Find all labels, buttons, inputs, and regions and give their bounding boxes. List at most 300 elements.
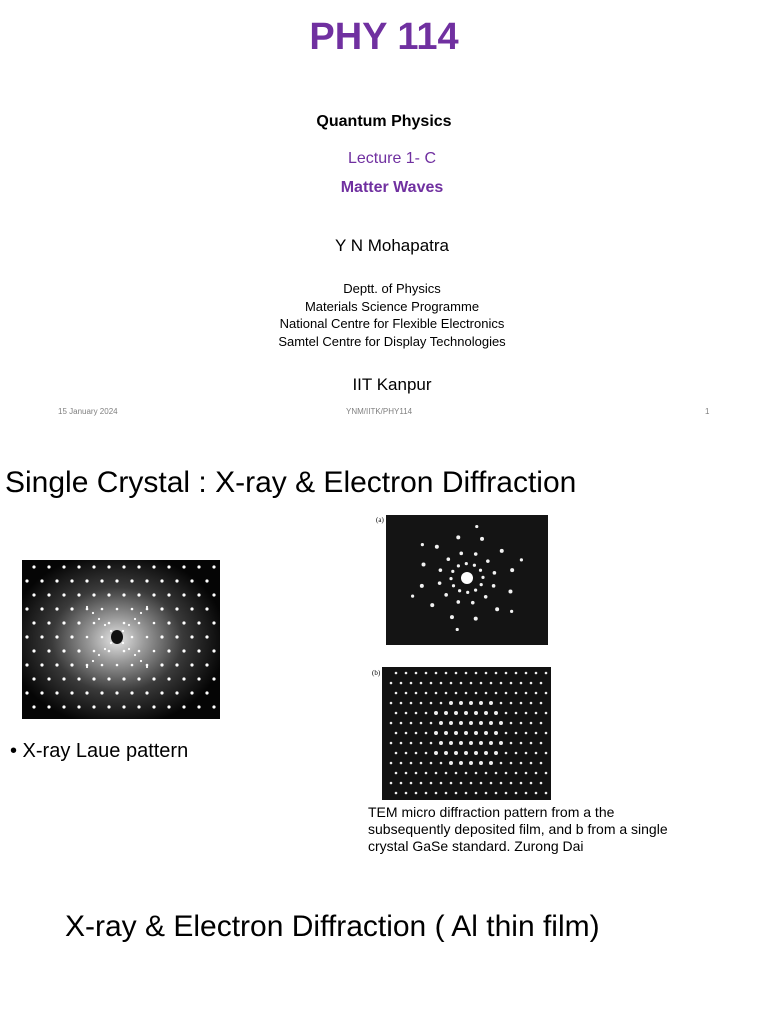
laue-streak-spot [104,624,106,626]
tem-b-spot [395,712,398,715]
tem-b-spot [535,732,538,735]
laue-streak-spot [98,618,100,620]
tem-a-spot [450,615,454,619]
tem-b-spot [430,762,433,765]
tem-b-spot [445,792,448,795]
laue-spot [40,663,43,666]
laue-spot [107,565,110,568]
tem-b-spot [449,761,453,765]
laue-streak-spot [110,642,112,644]
tem-a-spot [480,537,484,541]
tem-b-spot [495,792,498,795]
tem-b-spot [465,672,468,675]
laue-streak-spot [146,606,148,608]
laue-caption: • X-ray Laue pattern [10,740,189,762]
tem-b-spot [434,731,438,735]
laue-spot [205,663,208,666]
laue-spot [122,677,125,680]
tem-b-spot [395,672,398,675]
tem-b-spot [520,782,523,785]
tem-b-spot [415,752,418,755]
tem-b-spot [530,722,533,725]
tem-b-spot [470,782,473,785]
laue-spot [47,593,50,596]
tem-b-spot [490,682,493,685]
tem-b-spot [439,741,443,745]
laue-spot [32,593,35,596]
tem-b-spot [494,711,498,715]
laue-pattern-graphic [22,560,220,719]
laue-spot [62,649,65,652]
laue-spot [62,677,65,680]
laue-spot [153,622,156,625]
laue-spot [182,649,185,652]
tem-b-spot [425,732,428,735]
laue-spot [160,607,163,610]
laue-spot [100,691,103,694]
tem-b-spot [444,711,448,715]
laue-spot [205,691,208,694]
footer-date: 15 January 2024 [58,407,118,416]
tem-pattern-b-graphic [382,667,551,800]
tem-b-spot [415,712,418,715]
laue-spot [25,663,28,666]
tem-b-spot [430,742,433,745]
laue-spot [167,593,170,596]
tem-b-spot [415,772,418,775]
tem-b-spot [505,692,508,695]
laue-spot [101,636,104,639]
tem-a-spot [484,595,488,599]
tem-b-spot [459,741,463,745]
laue-spot [175,635,178,638]
laue-streak-spot [128,648,130,650]
laue-spot [40,691,43,694]
tem-b-spot [425,752,428,755]
laue-spot [62,705,65,708]
tem-b-spot [415,792,418,795]
tem-b-spot [485,772,488,775]
laue-spot [77,649,80,652]
tem-b-spot [510,702,513,705]
laue-spot [40,579,43,582]
tem-b-spot [545,692,548,695]
laue-spot [70,579,73,582]
tem-a-spot [474,552,478,556]
panel-a-tag: (a) [376,516,384,524]
tem-a-spot [452,584,455,587]
laue-spot [152,593,155,596]
laue-streak-spot [86,666,88,668]
laue-spot [47,705,50,708]
tem-b-spot [449,721,453,725]
tem-b-spot [525,792,528,795]
tem-a-spot [420,584,424,588]
tem-b-spot [489,741,493,745]
tem-b-spot [460,682,463,685]
tem-b-spot [515,672,518,675]
laue-spot [32,621,35,624]
tem-b-spot [410,682,413,685]
tem-a-spot [459,552,463,556]
tem-b-spot [400,782,403,785]
tem-b-spot [485,672,488,675]
laue-spot [131,608,134,611]
laue-spot [137,705,140,708]
tem-b-spot [390,702,393,705]
laue-spot [77,621,80,624]
laue-spot [212,677,215,680]
laue-spot [92,593,95,596]
tem-b-spot [540,702,543,705]
laue-spot [93,650,96,653]
tem-b-spot [410,742,413,745]
laue-spot [25,691,28,694]
tem-b-spot [545,792,548,795]
laue-spot [130,691,133,694]
tem-b-spot [545,732,548,735]
laue-spot [47,649,50,652]
laue-spot [131,664,134,667]
tem-b-spot [444,751,448,755]
tem-b-spot [440,762,443,765]
tem-b-spot [545,772,548,775]
tem-a-spot [471,601,475,605]
tem-a-spot [500,549,504,553]
tem-pattern-a-image [386,515,548,645]
laue-spot [25,607,28,610]
laue-spot [32,705,35,708]
tem-b-spot [405,792,408,795]
laue-spot [182,705,185,708]
tem-b-spot [525,752,528,755]
affiliation-line: National Centre for Flexible Electronics [279,316,505,331]
laue-spot [160,635,163,638]
laue-spot [32,649,35,652]
tem-b-spot [474,711,478,715]
tem-b-spot [485,792,488,795]
laue-spot [25,579,28,582]
tem-b-spot [475,792,478,795]
tem-b-spot [500,682,503,685]
laue-streak-spot [146,666,148,668]
tem-a-spot [510,568,514,572]
tem-b-spot [515,732,518,735]
laue-spot [190,635,193,638]
tem-b-spot [450,782,453,785]
tem-a-spot [439,568,443,572]
tem-b-spot [395,772,398,775]
tem-b-spot [420,702,423,705]
tem-b-spot [494,731,498,735]
tem-b-spot [540,722,543,725]
tem-a-spot [449,577,452,580]
laue-spot [123,650,126,653]
tem-b-spot [530,762,533,765]
laue-spot [212,593,215,596]
tem-b-spot [479,761,483,765]
laue-spot [92,677,95,680]
tem-b-spot [464,751,468,755]
tem-b-spot [425,772,428,775]
tem-b-spot [430,722,433,725]
tem-b-spot [430,702,433,705]
tem-b-spot [430,682,433,685]
laue-spot [100,579,103,582]
tem-b-spot [400,762,403,765]
tem-b-spot [535,792,538,795]
tem-pattern-b-image [382,667,551,800]
tem-b-spot [480,682,483,685]
laue-spot [86,636,89,639]
tem-b-spot [489,721,493,725]
tem-b-spot [475,772,478,775]
tem-b-spot [459,721,463,725]
tem-b-spot [450,682,453,685]
tem-b-spot [469,741,473,745]
tem-b-spot [540,762,543,765]
laue-spot [145,691,148,694]
laue-spot [182,565,185,568]
tem-b-spot [525,732,528,735]
tem-b-spot [435,692,438,695]
laue-spot [205,579,208,582]
laue-streak-spot [122,642,124,644]
laue-spot [167,621,170,624]
laue-spot [182,621,185,624]
tem-b-spot [525,672,528,675]
tem-b-spot [405,732,408,735]
tem-a-spot [411,595,414,598]
laue-spot [182,677,185,680]
author-name: Y N Mohapatra [334,236,450,255]
tem-b-spot [469,761,473,765]
tem-a-spot [447,557,451,561]
laue-spot [137,565,140,568]
tem-b-spot [400,682,403,685]
tem-a-spot [508,590,512,594]
laue-streak-spot [92,612,94,614]
laue-streak-spot [86,606,88,608]
laue-spot [93,622,96,625]
tem-b-spot [515,752,518,755]
institute-name: IIT Kanpur [352,375,432,394]
laue-spot [122,593,125,596]
laue-spot [167,677,170,680]
tem-b-spot [410,782,413,785]
laue-spot [77,565,80,568]
laue-spot [55,635,58,638]
tem-b-spot [460,782,463,785]
laue-spot [47,677,50,680]
lecture-topic: Matter Waves [340,179,444,196]
tem-b-spot [400,742,403,745]
tem-a-spot [458,589,461,592]
laue-spot [55,663,58,666]
tem-b-spot [535,672,538,675]
tem-a-spot [486,559,490,563]
tem-a-spot [457,564,460,567]
tem-b-spot [410,702,413,705]
tem-b-spot [515,792,518,795]
laue-spot [197,649,200,652]
tem-b-spot [505,732,508,735]
laue-spot [197,621,200,624]
tem-b-spot [520,722,523,725]
tem-b-spot [390,722,393,725]
laue-streak-spot [122,630,124,632]
tem-b-spot [454,731,458,735]
tem-b-spot [515,772,518,775]
tem-b-spot [545,752,548,755]
tem-b-spot [449,741,453,745]
tem-b-spot [449,701,453,705]
tem-a-spot [475,525,478,528]
laue-spot [167,705,170,708]
tem-a-spot [492,584,496,588]
tem-a-spot [481,576,484,579]
tem-b-spot [445,692,448,695]
tem-b-spot [535,772,538,775]
laue-spot [138,650,141,653]
laue-spot [138,622,141,625]
tem-b-spot [510,782,513,785]
tem-b-spot [545,712,548,715]
laue-spot [212,705,215,708]
tem-a-spot [422,562,426,566]
tem-b-spot [455,692,458,695]
tem-b-spot [395,692,398,695]
laue-spot [175,691,178,694]
laue-streak-spot [110,630,112,632]
tem-b-spot [510,742,513,745]
tem-b-spot [520,702,523,705]
tem-b-spot [535,692,538,695]
tem-b-spot [475,672,478,675]
panel-b-tag: (b) [372,669,381,677]
laue-spot [137,593,140,596]
tem-b-spot [484,711,488,715]
laue-spot [77,705,80,708]
tem-a-spot [456,628,459,631]
course-title: PHY 114 [309,16,459,58]
tem-a-spot [510,610,513,613]
laue-spot [77,593,80,596]
tem-a-spot [430,603,434,607]
tem-b-spot [535,752,538,755]
laue-spot [182,593,185,596]
tem-b-spot [505,712,508,715]
tem-b-spot [395,792,398,795]
laue-spot [205,635,208,638]
laue-spot [70,607,73,610]
tem-b-spot [390,742,393,745]
laue-spot [146,636,149,639]
tem-b-spot [510,762,513,765]
laue-spot [101,608,104,611]
laue-streak-spot [140,660,142,662]
laue-spot [70,691,73,694]
laue-spot [25,635,28,638]
tem-b-spot [499,721,503,725]
tem-b-spot [525,712,528,715]
tem-b-spot [479,741,483,745]
tem-b-spot [515,692,518,695]
tem-b-spot [530,702,533,705]
laue-spot [190,691,193,694]
tem-b-spot [500,702,503,705]
tem-b-spot [545,672,548,675]
laue-spot [152,565,155,568]
tem-b-spot [499,741,503,745]
tem-b-spot [439,721,443,725]
tem-b-spot [410,722,413,725]
laue-spot [212,565,215,568]
laue-spot [116,664,119,667]
tem-b-spot [459,761,463,765]
laue-spot [101,664,104,667]
tem-b-spot [489,761,493,765]
laue-spot [107,677,110,680]
affiliation-line: Deptt. of Physics [343,281,441,296]
tem-b-spot [420,782,423,785]
laue-spot [197,593,200,596]
tem-b-spot [500,782,503,785]
tem-b-spot [390,682,393,685]
laue-spot [70,663,73,666]
tem-b-spot [455,672,458,675]
tem-b-spot [400,702,403,705]
tem-b-spot [520,682,523,685]
laue-spot [107,705,110,708]
laue-spot [197,677,200,680]
laue-streak-spot [140,612,142,614]
tem-pattern-a-graphic [386,515,548,645]
tem-b-spot [525,772,528,775]
tem-b-spot [445,772,448,775]
laue-spot [190,663,193,666]
tem-a-spot [474,589,477,592]
tem-b-spot [405,712,408,715]
laue-spot [47,621,50,624]
tem-b-spot [435,772,438,775]
laue-spot [107,593,110,596]
tem-b-spot [420,762,423,765]
tem-b-spot [410,762,413,765]
laue-spot [212,621,215,624]
tem-b-spot [454,751,458,755]
tem-b-spot [454,711,458,715]
tem-b-spot [530,742,533,745]
tem-b-spot [540,782,543,785]
tem-b-spot [445,672,448,675]
tem-b-spot [490,782,493,785]
tem-b-spot [535,712,538,715]
tem-a-spot [456,535,460,539]
tem-b-spot [484,731,488,735]
laue-spot [92,705,95,708]
footer-label: YNM/IITK/PHY114 [346,407,413,416]
tem-b-spot [470,682,473,685]
tem-b-spot [505,792,508,795]
tem-b-spot [420,682,423,685]
laue-spot [40,607,43,610]
tem-b-spot [440,682,443,685]
laue-spot [32,677,35,680]
tem-b-spot [435,792,438,795]
tem-b-spot [495,672,498,675]
tem-b-spot [434,711,438,715]
